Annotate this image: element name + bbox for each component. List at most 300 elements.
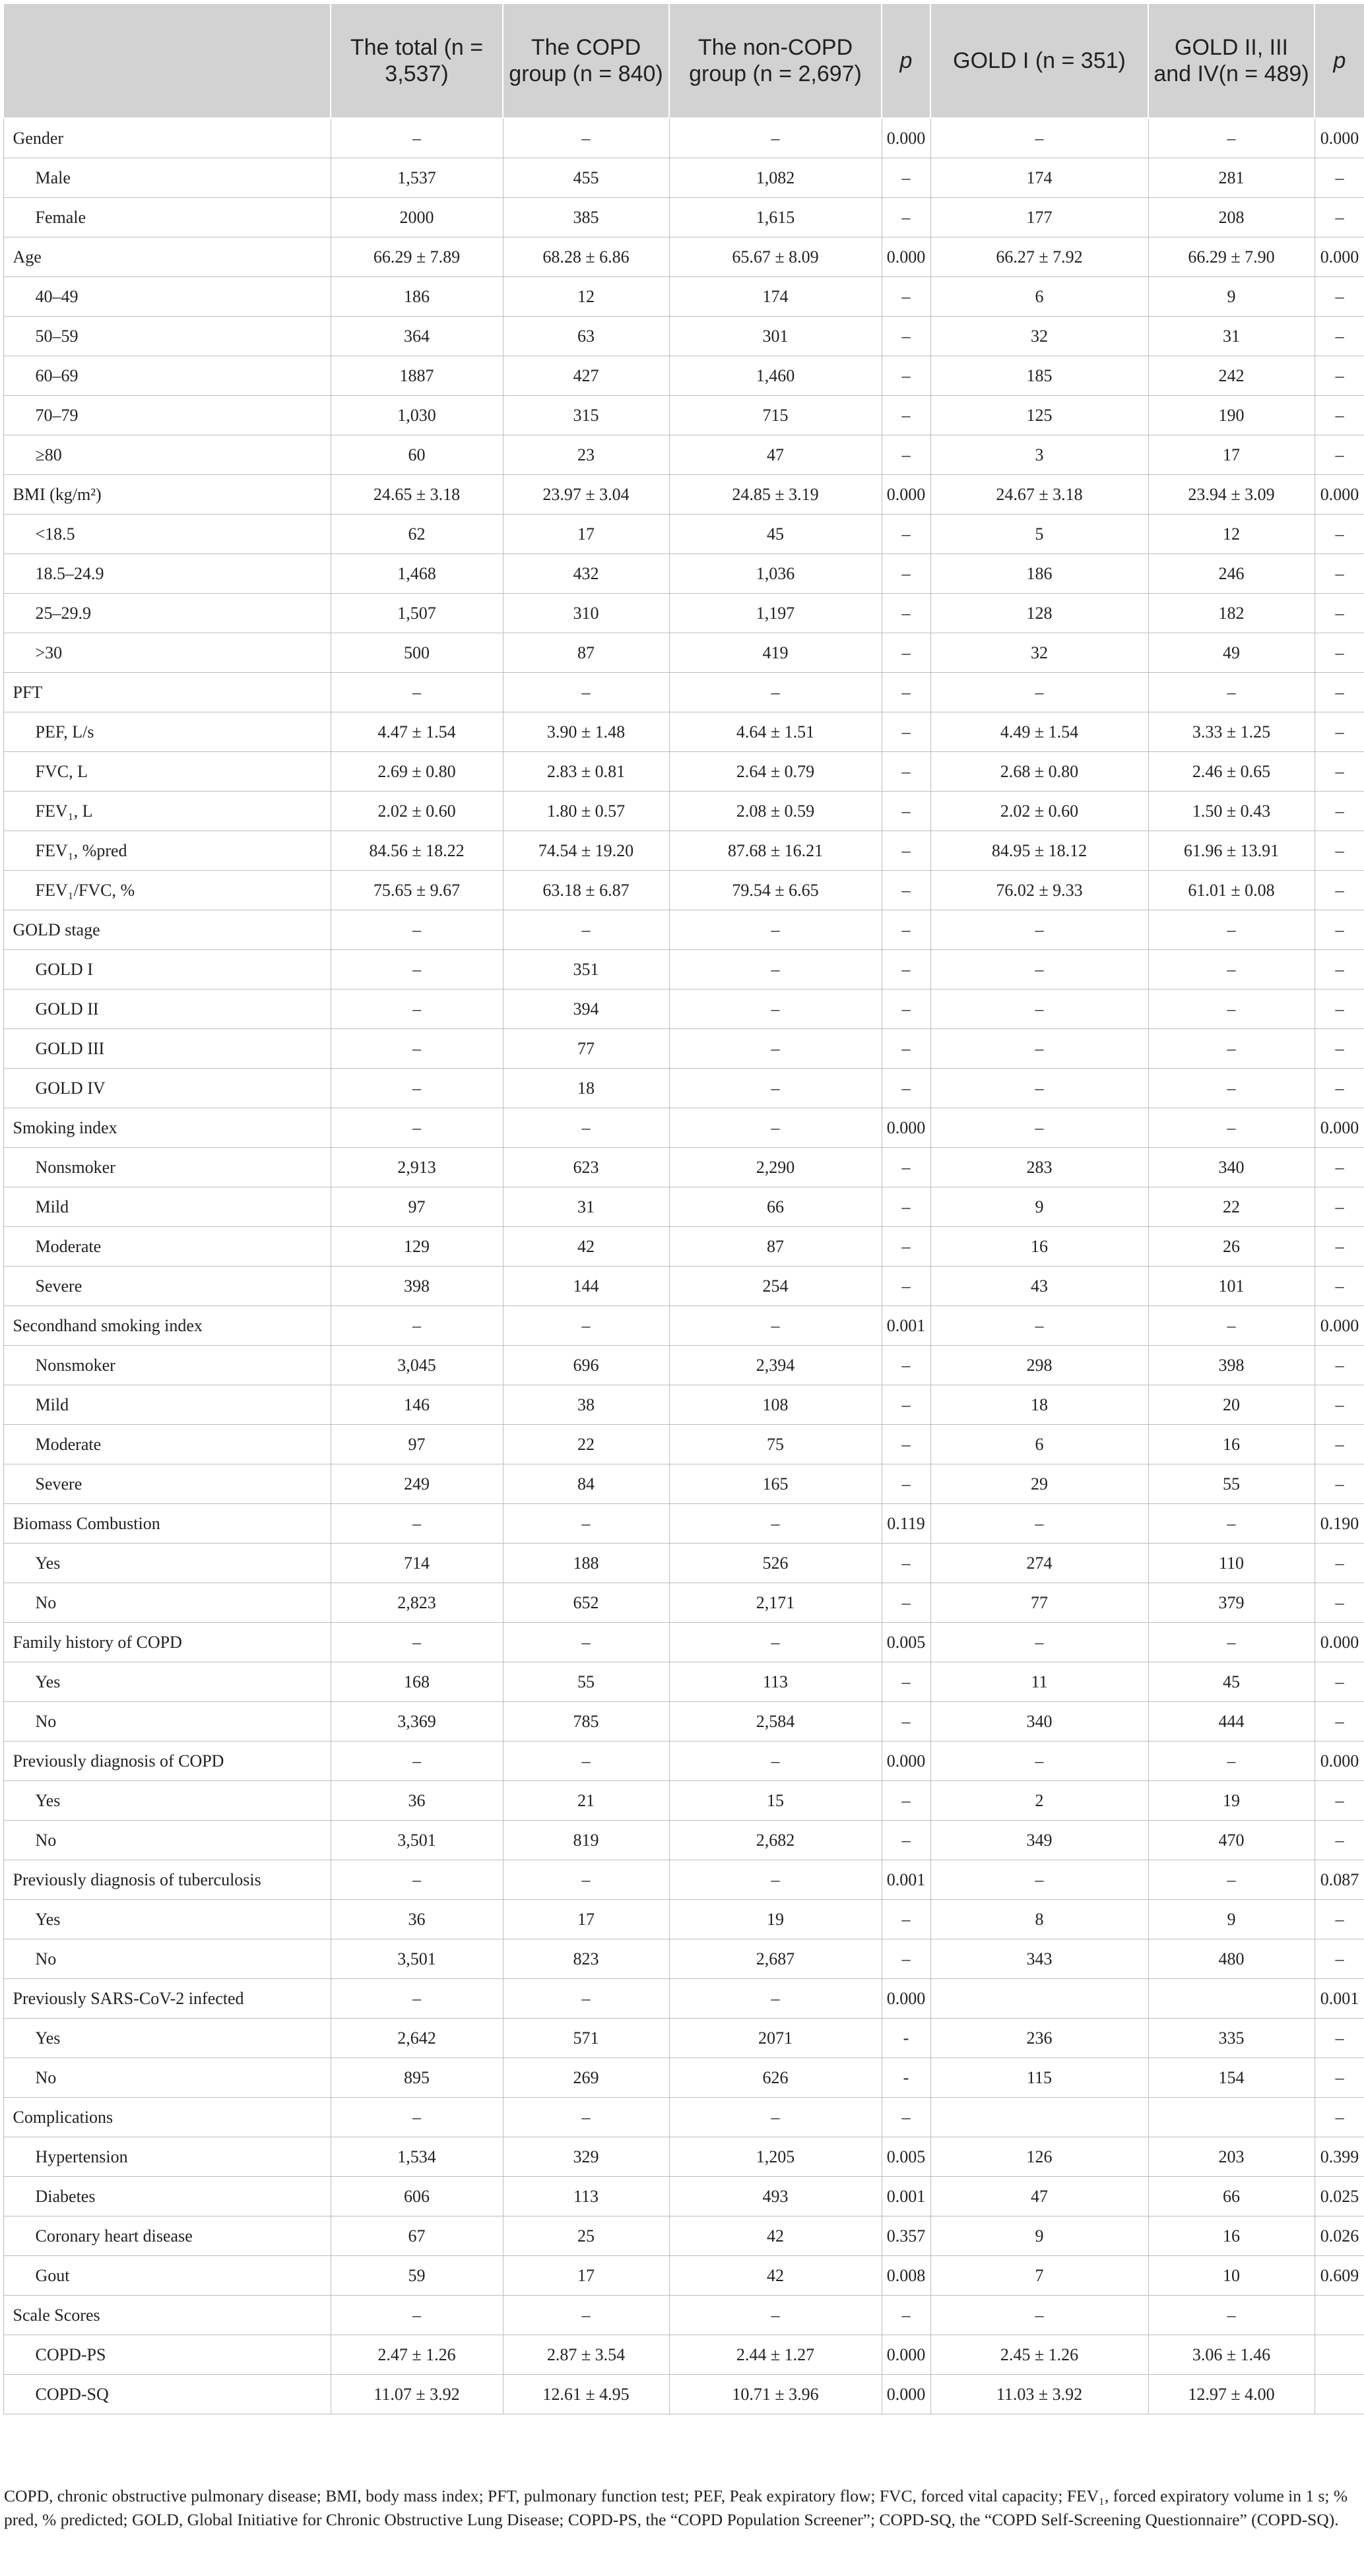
table-cell: – — [669, 1742, 882, 1781]
table-cell: – — [1315, 2019, 1364, 2058]
table-cell: – — [930, 673, 1148, 712]
row-label: Secondhand smoking index — [3, 1306, 331, 1346]
table-cell: 2,687 — [669, 1939, 882, 1979]
table-cell: 4.49 ± 1.54 — [930, 712, 1148, 752]
header-cell: The COPD group (n = 840) — [503, 3, 669, 118]
table-cell: – — [882, 1148, 930, 1187]
table-cell: 427 — [503, 356, 669, 396]
table-cell: 6 — [930, 277, 1148, 317]
row-label: Yes — [3, 1544, 331, 1583]
table-cell: – — [1315, 831, 1364, 871]
table-row — [3, 2098, 1364, 2137]
table-cell: – — [882, 1821, 930, 1860]
table-cell: 6 — [930, 1425, 1148, 1464]
table-cell: 20 — [1148, 1385, 1315, 1425]
table-cell: – — [1315, 1029, 1364, 1069]
table-cell: 2,682 — [669, 1821, 882, 1860]
table-cell: 301 — [669, 317, 882, 356]
table-cell: 1,534 — [331, 2137, 503, 2177]
table-cell: 571 — [503, 2019, 669, 2058]
table-cell: 2.02 ± 0.60 — [331, 792, 503, 831]
table-row — [3, 1702, 1364, 1742]
table-cell: – — [930, 1029, 1148, 1069]
table-cell: 714 — [331, 1544, 503, 1583]
table-cell: 174 — [930, 158, 1148, 198]
table-cell: – — [1148, 118, 1315, 158]
table-cell: – — [331, 673, 503, 712]
table-cell: 68.28 ± 6.86 — [503, 237, 669, 277]
table-cell: 60 — [331, 435, 503, 475]
table-cell: – — [669, 1860, 882, 1900]
table-cell: 3,501 — [331, 1939, 503, 1979]
table-row — [3, 1108, 1364, 1148]
table-cell: – — [882, 1583, 930, 1623]
table-cell: 15 — [669, 1781, 882, 1821]
table-cell: 335 — [1148, 2019, 1315, 2058]
table-cell: 0.087 — [1315, 1860, 1364, 1900]
table-cell: 626 — [669, 2058, 882, 2098]
table-cell: – — [1315, 2098, 1364, 2137]
table-cell: 398 — [1148, 1346, 1315, 1385]
row-label: No — [3, 2058, 331, 2098]
table-cell: 59 — [331, 2256, 503, 2296]
table-cell: – — [882, 198, 930, 237]
table-cell: 36 — [331, 1781, 503, 1821]
table-cell: 0.025 — [1315, 2177, 1364, 2216]
table-cell: 2.08 ± 0.59 — [669, 792, 882, 831]
table-cell: – — [1315, 435, 1364, 475]
table-cell: – — [503, 1623, 669, 1662]
table-cell: 5 — [930, 515, 1148, 554]
table-cell: 16 — [1148, 2216, 1315, 2256]
table-cell: 9 — [930, 2216, 1148, 2256]
table-row — [3, 1544, 1364, 1583]
table-cell: 696 — [503, 1346, 669, 1385]
table-cell: 42 — [669, 2256, 882, 2296]
header-cell: GOLD I (n = 351) — [930, 3, 1148, 118]
table-cell: – — [503, 1504, 669, 1544]
table-cell: – — [331, 1069, 503, 1108]
table-cell: 379 — [1148, 1583, 1315, 1623]
table-cell: 419 — [669, 633, 882, 673]
table-cell: 36 — [331, 1900, 503, 1939]
table-cell: – — [1315, 198, 1364, 237]
row-label: Female — [3, 198, 331, 237]
table-cell: 895 — [331, 2058, 503, 2098]
row-label: Nonsmoker — [3, 1346, 331, 1385]
table-cell: 22 — [1148, 1187, 1315, 1227]
table-cell: 67 — [331, 2216, 503, 2256]
table-cell: – — [882, 1662, 930, 1702]
table-row — [3, 435, 1364, 475]
row-label: Previously diagnosis of COPD — [3, 1742, 331, 1781]
table-row — [3, 2216, 1364, 2256]
table-cell: 2000 — [331, 198, 503, 237]
table-cell: – — [503, 1860, 669, 1900]
table-cell: – — [1315, 950, 1364, 990]
table-cell: 2.47 ± 1.26 — [331, 2335, 503, 2375]
table-cell: – — [669, 1623, 882, 1662]
row-label: GOLD III — [3, 1029, 331, 1069]
table-cell: 31 — [503, 1187, 669, 1227]
table-cell: – — [882, 1464, 930, 1504]
table-cell: - — [882, 2019, 930, 2058]
table-cell: – — [1148, 1742, 1315, 1781]
row-label: Age — [3, 237, 331, 277]
table-cell: 16 — [930, 1227, 1148, 1267]
table-cell: – — [882, 1939, 930, 1979]
table-cell: 126 — [930, 2137, 1148, 2177]
table-row — [3, 118, 1364, 158]
table-cell: – — [1315, 2058, 1364, 2098]
table-cell: 249 — [331, 1464, 503, 1504]
table-cell: – — [1148, 1504, 1315, 1544]
table-cell: 1.50 ± 0.43 — [1148, 792, 1315, 831]
table-cell: – — [1315, 515, 1364, 554]
table-cell: – — [882, 356, 930, 396]
table-row — [3, 1781, 1364, 1821]
table-cell: – — [882, 1267, 930, 1306]
table-row — [3, 1742, 1364, 1781]
table-cell: 18 — [503, 1069, 669, 1108]
table-cell: – — [1315, 1464, 1364, 1504]
table-row — [3, 752, 1364, 792]
table-row — [3, 1148, 1364, 1187]
table-cell: – — [1315, 990, 1364, 1029]
table-cell: – — [1315, 673, 1364, 712]
table-cell: 1,507 — [331, 594, 503, 633]
table-cell: 66.29 ± 7.90 — [1148, 237, 1315, 277]
table-cell: – — [882, 317, 930, 356]
table-cell: – — [331, 2098, 503, 2137]
table-cell: 12 — [1148, 515, 1315, 554]
table-cell: 12.61 ± 4.95 — [503, 2375, 669, 2414]
row-label: Severe — [3, 1267, 331, 1306]
table-cell: 298 — [930, 1346, 1148, 1385]
table-cell — [1315, 2375, 1364, 2414]
table-row — [3, 1979, 1364, 2019]
table-cell: 203 — [1148, 2137, 1315, 2177]
table-cell: 8 — [930, 1900, 1148, 1939]
table-cell: – — [669, 910, 882, 950]
table-cell: 2.45 ± 1.26 — [930, 2335, 1148, 2375]
row-label: PFT — [3, 673, 331, 712]
table-cell: 9 — [930, 1187, 1148, 1227]
table-cell: 42 — [503, 1227, 669, 1267]
table-cell: – — [882, 871, 930, 910]
table-cell: 2.44 ± 1.27 — [669, 2335, 882, 2375]
header-cell: The non-COPD group (n = 2,697) — [669, 3, 882, 118]
table-cell: 22 — [503, 1425, 669, 1464]
table-cell: – — [1315, 1346, 1364, 1385]
table-cell: 246 — [1148, 554, 1315, 594]
table-cell: – — [503, 2296, 669, 2335]
table-cell: 43 — [930, 1267, 1148, 1306]
table-cell: – — [930, 1742, 1148, 1781]
row-label: BMI (kg/m²) — [3, 475, 331, 515]
table-cell: 3.90 ± 1.48 — [503, 712, 669, 752]
table-cell: 17 — [503, 1900, 669, 1939]
table-cell: 3.06 ± 1.46 — [1148, 2335, 1315, 2375]
table-cell: – — [930, 1306, 1148, 1346]
table-row — [3, 1227, 1364, 1267]
table-row — [3, 2335, 1364, 2375]
table-row — [3, 2256, 1364, 2296]
table-cell: 343 — [930, 1939, 1148, 1979]
table-cell: 32 — [930, 633, 1148, 673]
table-cell: 11.03 ± 3.92 — [930, 2375, 1148, 2414]
table-cell: 315 — [503, 396, 669, 435]
table-cell: 17 — [503, 515, 669, 554]
table-cell: – — [1315, 356, 1364, 396]
table-cell: – — [1315, 1187, 1364, 1227]
table-cell: 10.71 ± 3.96 — [669, 2375, 882, 2414]
table-cell: 49 — [1148, 633, 1315, 673]
table-cell: 9 — [1148, 1900, 1315, 1939]
table-cell: 74.54 ± 19.20 — [503, 831, 669, 871]
row-label: 40–49 — [3, 277, 331, 317]
table-row — [3, 871, 1364, 910]
table-cell: 340 — [1148, 1148, 1315, 1187]
table-cell: 394 — [503, 990, 669, 1029]
table-cell: 0.000 — [882, 475, 930, 515]
table-cell: – — [930, 910, 1148, 950]
table-cell: 385 — [503, 198, 669, 237]
table-cell: 4.64 ± 1.51 — [669, 712, 882, 752]
table-cell: 2,290 — [669, 1148, 882, 1187]
table-cell: – — [882, 158, 930, 198]
table-cell: 254 — [669, 1267, 882, 1306]
table-cell: 113 — [503, 2177, 669, 2216]
table-cell: – — [503, 1979, 669, 2019]
table-cell: 785 — [503, 1702, 669, 1742]
table-cell: 18 — [930, 1385, 1148, 1425]
table-cell: 24.85 ± 3.19 — [669, 475, 882, 515]
table-cell: – — [669, 1504, 882, 1544]
row-label: GOLD I — [3, 950, 331, 990]
table-cell: 208 — [1148, 198, 1315, 237]
table-cell: 3,045 — [331, 1346, 503, 1385]
table-cell: 652 — [503, 1583, 669, 1623]
table-cell: – — [930, 1069, 1148, 1108]
table-cell: 269 — [503, 2058, 669, 2098]
table-cell: – — [331, 2296, 503, 2335]
table-cell: – — [669, 118, 882, 158]
table-cell: – — [1315, 910, 1364, 950]
table-cell: – — [503, 1108, 669, 1148]
table-cell: 0.008 — [882, 2256, 930, 2296]
table-cell: 55 — [503, 1662, 669, 1702]
table-row — [3, 237, 1364, 277]
table-cell: 21 — [503, 1781, 669, 1821]
row-label: ≥80 — [3, 435, 331, 475]
table-cell: 274 — [930, 1544, 1148, 1583]
table-cell: 87 — [669, 1227, 882, 1267]
table-cell: – — [669, 673, 882, 712]
table-cell: 715 — [669, 396, 882, 435]
table-cell: – — [930, 2296, 1148, 2335]
table-cell: 165 — [669, 1464, 882, 1504]
table-cell: 349 — [930, 1821, 1148, 1860]
row-label: Yes — [3, 1781, 331, 1821]
table-cell: – — [1315, 712, 1364, 752]
table-row — [3, 2137, 1364, 2177]
table-cell: 12.97 ± 4.00 — [1148, 2375, 1315, 2414]
table-cell: – — [882, 2098, 930, 2137]
table-cell: 0.000 — [1315, 1306, 1364, 1346]
table-cell: 190 — [1148, 396, 1315, 435]
table-cell: – — [930, 1860, 1148, 1900]
table-cell: 115 — [930, 2058, 1148, 2098]
table-row — [3, 1187, 1364, 1227]
table-cell: – — [1148, 673, 1315, 712]
table-cell: 0.001 — [882, 1860, 930, 1900]
table-cell: 77 — [503, 1029, 669, 1069]
table-cell: – — [331, 1979, 503, 2019]
table-cell: 0.000 — [882, 2335, 930, 2375]
table-cell: – — [1148, 910, 1315, 950]
table-row — [3, 1306, 1364, 1346]
table-cell: – — [882, 1187, 930, 1227]
table-cell: 0.000 — [1315, 118, 1364, 158]
table-cell: 1,197 — [669, 594, 882, 633]
table-cell: – — [1315, 1069, 1364, 1108]
header-cell — [3, 3, 331, 118]
table-cell: 146 — [331, 1385, 503, 1425]
table-cell: 38 — [503, 1385, 669, 1425]
table-cell: 470 — [1148, 1821, 1315, 1860]
table-cell: 174 — [669, 277, 882, 317]
table-cell — [1148, 2098, 1315, 2137]
table-cell: 236 — [930, 2019, 1148, 2058]
table-cell — [930, 2098, 1148, 2137]
table-cell: – — [882, 1425, 930, 1464]
table-cell: 10 — [1148, 2256, 1315, 2296]
table-cell: 432 — [503, 554, 669, 594]
table-cell: 364 — [331, 317, 503, 356]
table-cell: – — [882, 950, 930, 990]
row-label: Family history of COPD — [3, 1623, 331, 1662]
table-cell: 2.46 ± 0.65 — [1148, 752, 1315, 792]
table-cell: 0.005 — [882, 2137, 930, 2177]
table-cell: – — [503, 118, 669, 158]
table-row — [3, 1069, 1364, 1108]
row-label: GOLD stage — [3, 910, 331, 950]
table-cell: – — [882, 396, 930, 435]
table-cell: 23 — [503, 435, 669, 475]
table-cell: 62 — [331, 515, 503, 554]
table-cell: 186 — [331, 277, 503, 317]
table-row — [3, 673, 1364, 712]
table-cell: – — [331, 950, 503, 990]
row-label: Coronary heart disease — [3, 2216, 331, 2256]
table-cell: – — [331, 1306, 503, 1346]
table-cell: – — [1315, 1662, 1364, 1702]
table-row — [3, 317, 1364, 356]
row-label: Moderate — [3, 1227, 331, 1267]
table-cell: 0.000 — [1315, 475, 1364, 515]
table-cell: – — [669, 1108, 882, 1148]
row-label: 70–79 — [3, 396, 331, 435]
row-label: FEV₁, %pred — [3, 831, 331, 871]
table-cell: – — [1315, 1781, 1364, 1821]
table-cell: 19 — [1148, 1781, 1315, 1821]
table-cell: 84.56 ± 18.22 — [331, 831, 503, 871]
row-label: GOLD II — [3, 990, 331, 1029]
table-cell: – — [331, 990, 503, 1029]
table-cell: 17 — [503, 2256, 669, 2296]
table-cell: 76.02 ± 9.33 — [930, 871, 1148, 910]
table-cell: 455 — [503, 158, 669, 198]
table-cell: – — [930, 950, 1148, 990]
row-label: 60–69 — [3, 356, 331, 396]
table-cell: – — [669, 2098, 882, 2137]
table-cell: 398 — [331, 1267, 503, 1306]
table-row — [3, 1385, 1364, 1425]
table-cell: 3,501 — [331, 1821, 503, 1860]
row-label: COPD-SQ — [3, 2375, 331, 2414]
table-row — [3, 1623, 1364, 1662]
table-cell: 500 — [331, 633, 503, 673]
row-label: Yes — [3, 1900, 331, 1939]
table-cell: – — [930, 990, 1148, 1029]
table-cell: 606 — [331, 2177, 503, 2216]
table-cell: 23.94 ± 3.09 — [1148, 475, 1315, 515]
table-cell: 97 — [331, 1187, 503, 1227]
row-label: Severe — [3, 1464, 331, 1504]
table-cell: – — [503, 673, 669, 712]
table-cell: 0.357 — [882, 2216, 930, 2256]
table-cell: 168 — [331, 1662, 503, 1702]
characteristics-table — [3, 3, 1364, 2414]
table-cell: – — [882, 1029, 930, 1069]
table-cell: – — [669, 950, 882, 990]
table-cell: 0.000 — [882, 1108, 930, 1148]
table-cell: 0.000 — [1315, 1623, 1364, 1662]
table-row — [3, 356, 1364, 396]
table-cell: – — [930, 118, 1148, 158]
row-label: Complications — [3, 2098, 331, 2137]
header-cell: The total (n = 3,537) — [331, 3, 503, 118]
table-cell: 26 — [1148, 1227, 1315, 1267]
table-row — [3, 2375, 1364, 2414]
table-row — [3, 990, 1364, 1029]
table-cell: 1,036 — [669, 554, 882, 594]
table-row — [3, 1900, 1364, 1939]
table-cell: – — [669, 1306, 882, 1346]
table-cell: 0.001 — [1315, 1979, 1364, 2019]
table-cell: – — [1148, 1029, 1315, 1069]
table-cell: – — [1315, 1900, 1364, 1939]
table-cell: 2,642 — [331, 2019, 503, 2058]
table-cell: 144 — [503, 1267, 669, 1306]
row-label: Mild — [3, 1187, 331, 1227]
table-cell: – — [503, 910, 669, 950]
table-cell: – — [882, 1544, 930, 1583]
row-label: Yes — [3, 2019, 331, 2058]
table-cell — [1315, 2296, 1364, 2335]
table-cell: – — [1148, 1108, 1315, 1148]
table-cell: 2.87 ± 3.54 — [503, 2335, 669, 2375]
table-cell: – — [331, 1860, 503, 1900]
table-row — [3, 515, 1364, 554]
table-cell: 493 — [669, 2177, 882, 2216]
table-row — [3, 2296, 1364, 2335]
table-cell: 3,369 — [331, 1702, 503, 1742]
row-label: Gout — [3, 2256, 331, 2296]
table-row — [3, 950, 1364, 990]
table-cell: – — [1148, 950, 1315, 990]
